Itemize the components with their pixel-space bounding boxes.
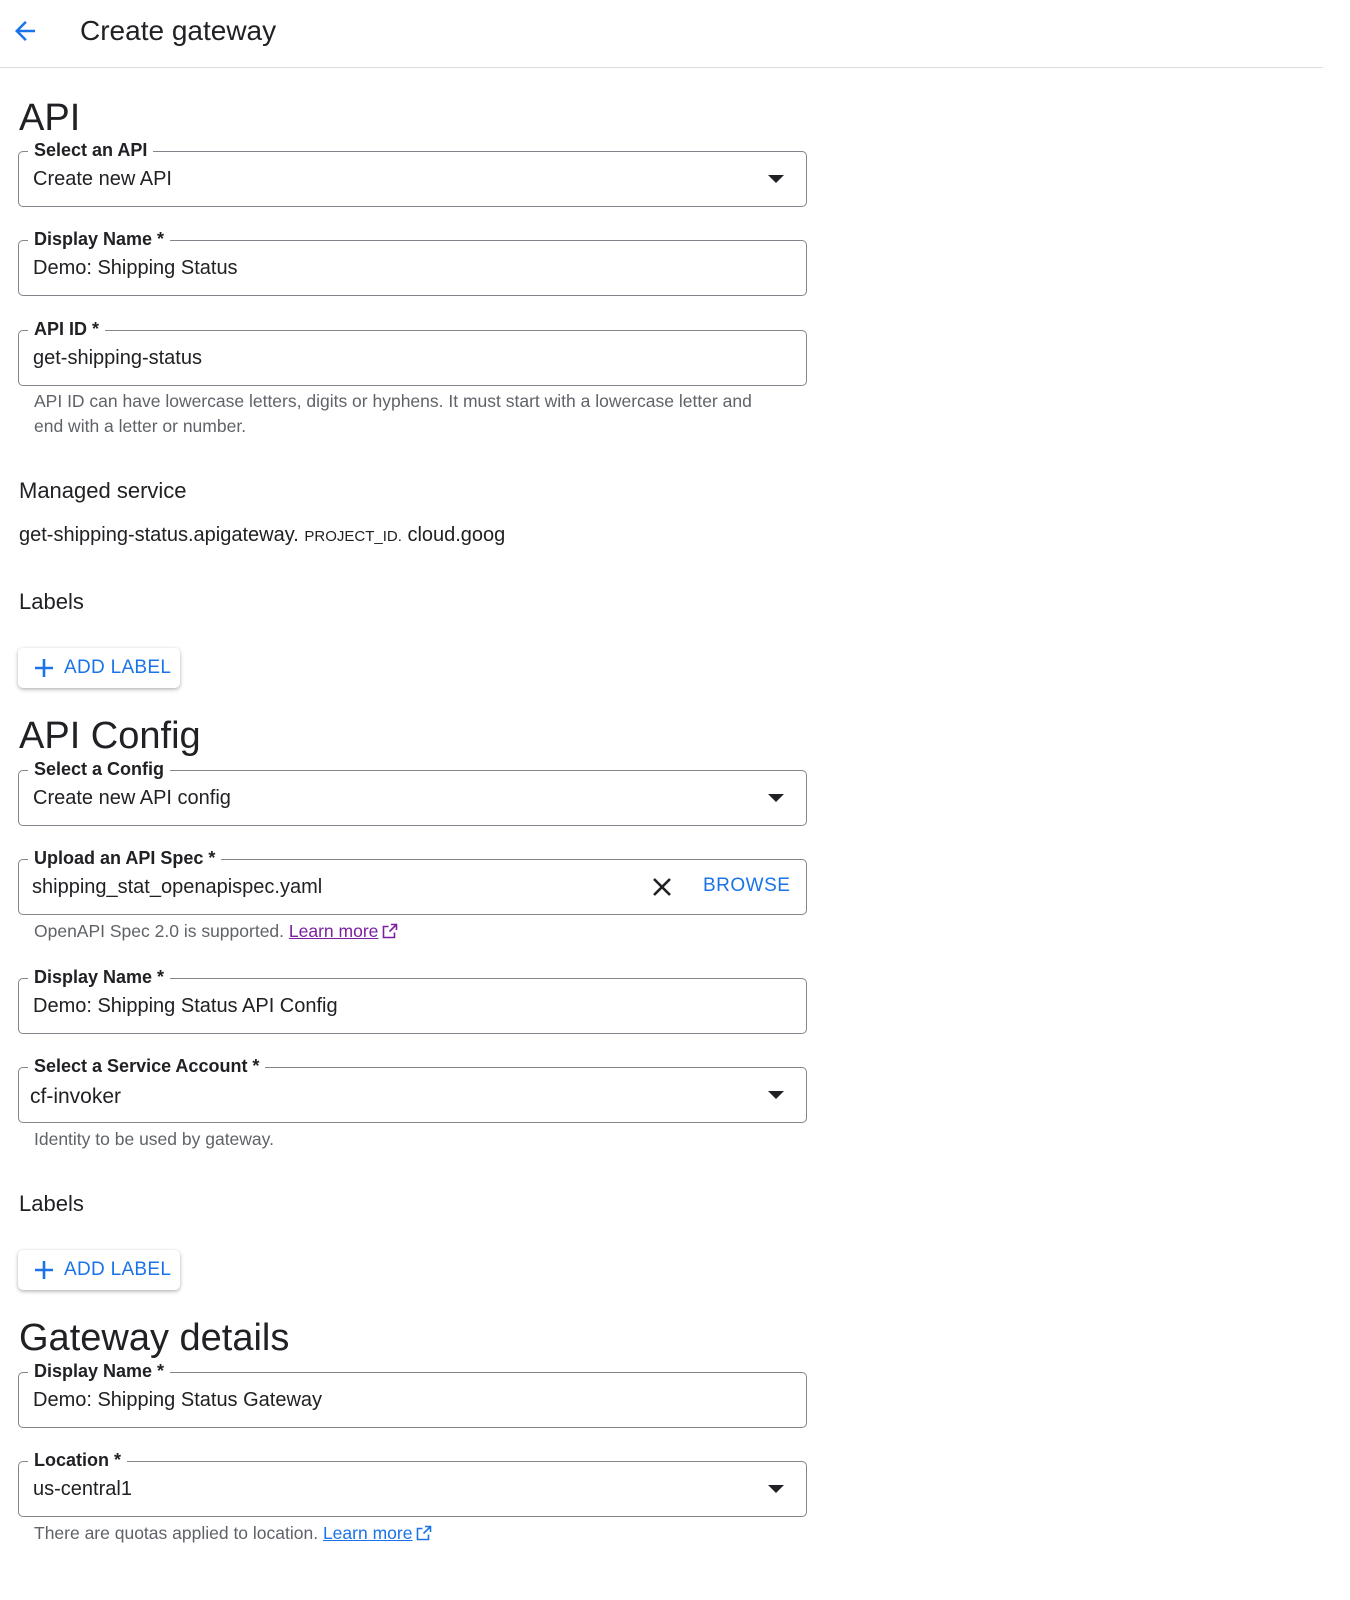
field-label: Upload an API Spec *	[28, 847, 221, 869]
field-value: shipping_stat_openapispec.yaml	[32, 876, 323, 898]
gateway-display-name-field[interactable]	[18, 1361, 807, 1428]
add-label-button[interactable]	[18, 648, 180, 688]
page-title: Create gateway	[80, 15, 277, 46]
section-title-api: API	[19, 97, 81, 139]
service-project: PROJECT_ID.	[304, 528, 402, 545]
field-value: Create new API config	[33, 787, 231, 809]
field-label: Display Name *	[28, 228, 170, 250]
learn-more-link[interactable]: Learn more	[288, 921, 379, 941]
external-link-icon	[416, 1525, 432, 1541]
field-label: Display Name *	[28, 1360, 170, 1382]
service-account-dropdown[interactable]	[18, 1056, 807, 1123]
managed-service-value	[19, 522, 505, 550]
select-api-dropdown[interactable]	[18, 140, 807, 207]
field-value: get-shipping-status	[33, 347, 202, 369]
dropdown-arrow-icon	[768, 1091, 784, 1099]
managed-service-heading: Managed service	[19, 478, 187, 503]
plus-icon	[34, 658, 54, 678]
field-value: us-central1	[33, 1478, 132, 1500]
field-label: Display Name *	[28, 966, 170, 988]
helper-text: There are quotas applied to location.	[34, 1523, 319, 1543]
field-value: Demo: Shipping Status	[33, 257, 238, 279]
dropdown-arrow-icon	[768, 1485, 784, 1493]
service-account-helper: Identity to be used by gateway.	[34, 1129, 274, 1149]
page-header	[0, 0, 1323, 68]
field-value: Create new API	[33, 168, 172, 190]
location-dropdown[interactable]	[18, 1450, 807, 1517]
plus-icon	[34, 1260, 54, 1280]
labels-heading: Labels	[19, 1191, 84, 1216]
field-label: Select an API	[28, 139, 153, 161]
field-value: Demo: Shipping Status Gateway	[33, 1389, 323, 1411]
add-label-text: ADD LABEL	[64, 1259, 172, 1280]
back-button[interactable]	[8, 14, 42, 48]
field-label: Select a Config	[28, 758, 170, 780]
section-title-api-config: API Config	[19, 715, 201, 757]
helper-text: OpenAPI Spec 2.0 is supported.	[34, 921, 285, 941]
api-display-name-field[interactable]	[18, 229, 807, 296]
field-label: API ID *	[28, 318, 105, 340]
browse-button[interactable]: BROWSE	[703, 875, 791, 896]
dropdown-arrow-icon	[768, 794, 784, 802]
select-config-dropdown[interactable]	[18, 759, 807, 826]
dropdown-arrow-icon	[768, 175, 784, 183]
upload-spec-helper	[34, 919, 398, 944]
labels-heading: Labels	[19, 589, 84, 614]
api-id-field[interactable]	[18, 319, 807, 386]
field-label: Select a Service Account *	[28, 1055, 265, 1077]
upload-api-spec-field[interactable]	[18, 848, 807, 915]
service-prefix: get-shipping-status.apigateway.	[19, 524, 299, 546]
arrow-back-icon	[10, 16, 40, 46]
clear-file-button[interactable]	[647, 872, 677, 902]
location-helper	[34, 1521, 432, 1546]
service-suffix: cloud.goog	[407, 524, 506, 546]
config-display-name-field[interactable]	[18, 967, 807, 1034]
field-value: Demo: Shipping Status API Config	[33, 995, 338, 1017]
add-label-button[interactable]	[18, 1250, 180, 1290]
learn-more-link[interactable]: Learn more	[322, 1523, 413, 1543]
add-label-text: ADD LABEL	[64, 657, 172, 678]
api-id-helper-text: API ID can have lowercase letters, digits or hyphens. It must start with a lowercase letter and end with a letter or number.	[34, 391, 752, 436]
field-value: cf-invoker	[30, 1085, 122, 1108]
section-title-gateway-details: Gateway details	[19, 1317, 290, 1359]
external-link-icon	[382, 923, 398, 939]
field-label: Location *	[28, 1449, 127, 1471]
close-icon	[651, 876, 673, 898]
